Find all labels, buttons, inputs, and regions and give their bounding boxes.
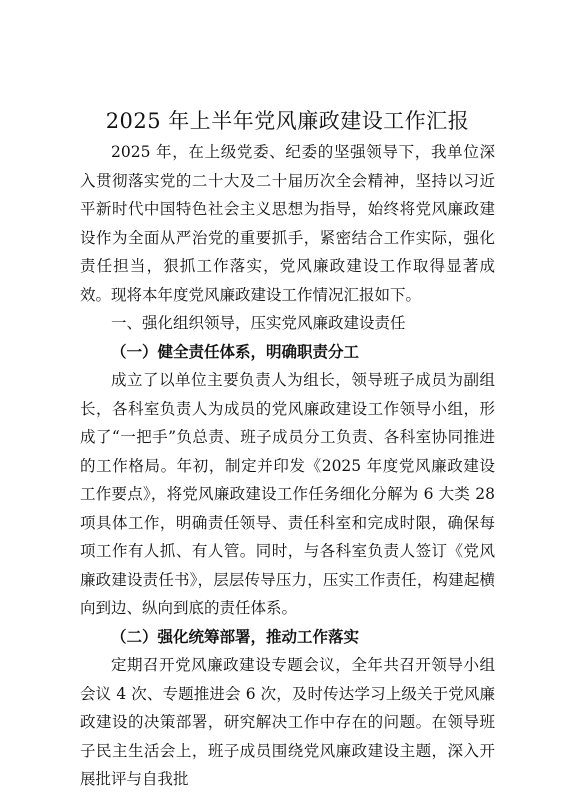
subsection-1-paragraph: 成立了以单位主要负责人为组长，领导班子成员为副组长，各科室负责人为成员的党风廉政建设工作领导小组，形成了“一把手”负总责、班子成员分工负责、各科室协同推进的工作格局。年初，制定并印发《2025 年度党风廉政建设工作要点》，将党风廉政建设工作任务细化分解为 6 大类 28 项具体工作，明确责任领导、责任科室和完成时限，确保每项工作有人抓、有人管。同时，与各科室负责人签订《党风廉政建设责任书》，层层传导压力，压实工作责任，构建起横向到边、纵向到底的责任体系。 (80, 371, 495, 617)
section-1-heading: 一、强化组织领导，压实党风廉政建设责任 (111, 314, 406, 332)
subsection-2-paragraph: 定期召开党风廉政建设专题会议，全年共召开领导小组会议 4 次、专题推进会 6 次，及时传达学习上级关于党风廉政建设的决策部署，研究解决工作中存在的问题。在领导班子民主生活会上，班子成员围绕党风廉政建设主题，深入开展批评与自我批 (80, 656, 495, 788)
subsection-1-heading: （一）健全责任体系，明确职责分工 (111, 341, 360, 361)
document-body (80, 104, 495, 794)
document-title: 2025 年上半年党风廉政建设工作汇报 (105, 109, 470, 133)
subsection-2-heading: （二）强化统筹部署，推动工作落实 (111, 626, 360, 646)
intro-paragraph: 2025 年，在上级党委、纪委的坚强领导下，我单位深入贯彻落实党的二十大及二十届历次全会精神，坚持以习近平新时代中国特色社会主义思想为指导，始终将党风廉政建设作为全面从严治党的重要抓手，紧密结合工作实际，强化责任担当，狠抓工作落实，党风廉政建设工作取得显著成效。现将本年度党风廉政建设工作情况汇报如下。 (80, 143, 495, 304)
